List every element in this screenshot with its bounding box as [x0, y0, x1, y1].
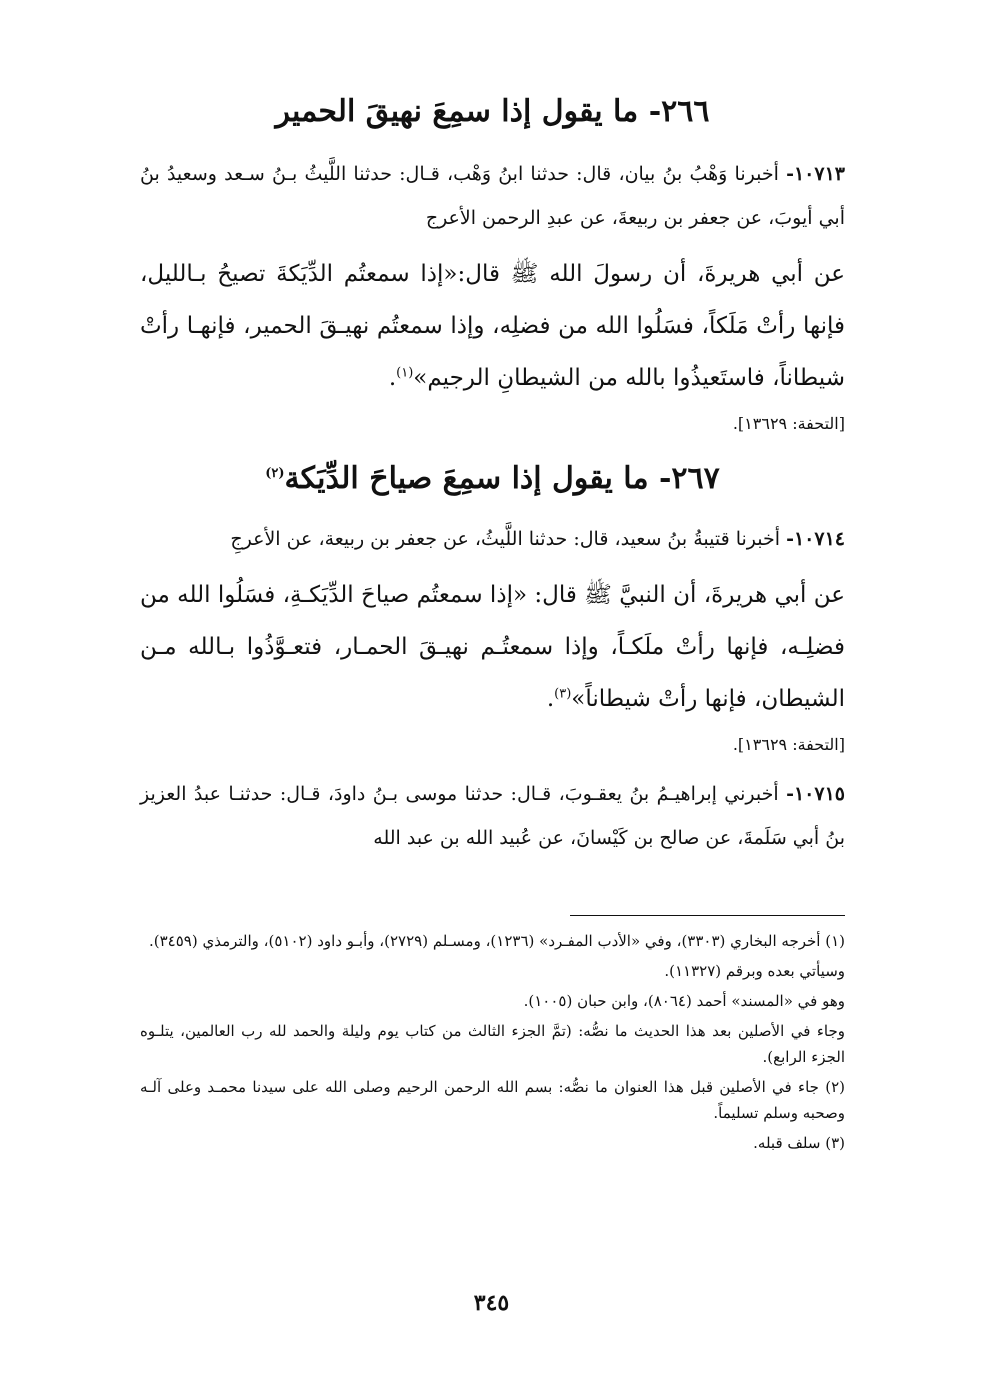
- footnote-divider: [570, 915, 845, 916]
- section-heading-266: ٢٦٦- ما يقول إذا سمِعَ نهيقَ الحمير: [275, 94, 710, 129]
- page-body: [140, 88, 845, 860]
- footnotes: [140, 928, 845, 1160]
- footnote-marker: (٣): [554, 686, 572, 702]
- footnote-marker: (٢): [265, 466, 285, 481]
- hadith-number: ١٠٧١٣-: [786, 163, 845, 185]
- footnote: وسيأتي بعده وبرقم (١١٣٢٧).: [664, 962, 845, 980]
- section-heading-267: ٢٦٧- ما يقول إذا سمِعَ صياحَ الدِّيَكة$^{(٢)}$: [265, 461, 720, 496]
- hadith-10714-text: عن أبي هريرةَ، أن النبيَّ ﷺ قال: «إذا سمعتُم صياحَ الدِّيَكـةِ، فسَلُوا الله من فضلِـه، فإنها رأتْ ملَكـاً، وإذا سمعتُـم نهيـقَ الحمـار، فتعـوَّذُوا بـالله مـن الشيطان، فإنها رأتْ شيطاناً»$^{(٣)}$.: [140, 582, 845, 712]
- hadith-10715-chain: ١٠٧١٥- أخبرني إبراهيـمُ بنُ يعقـوبَ، قـال: حدثنا موسى بـنُ داودَ، قـال: حدثنـا عبدُ العزيز بنُ أبي سَلَمةَ، عن صالح بن كَيْسانَ، عن عُبيد الله بن عبد الله: [140, 783, 845, 849]
- footnote: وجاء في الأصلين بعد هذا الحديث ما نصُّه: (تمَّ الجزء الثالث من كتاب يوم وليلة والحمد لله رب العالمين، يتلـوه الجزء الرابع).: [140, 1022, 845, 1066]
- hadith-10713-chain: ١٠٧١٣- أخبرنا وَهْبُ بنُ بيان، قال: حدثنا ابنُ وَهْب، قـال: حدثنا اللَّيثُ بـنُ سـعد وسعيدُ بنُ أبي أيوبَ، عن جعفر بن ربيعةَ، عن عبدِ الرحمن الأعرج: [140, 163, 845, 229]
- footnote: وهو في «المسند» أحمد (٨٠٦٤)، وابن حبان (١٠٠٥).: [523, 992, 845, 1010]
- hadith-10714-chain: ١٠٧١٤- أخبرنا قتيبةُ بنُ سعيد، قال: حدثنا اللَّيثُ، عن جعفر بن ربيعة، عن الأعرجِ: [230, 528, 845, 550]
- hadith-number: ١٠٧١٤-: [786, 528, 845, 550]
- footnote: (٢) جاء في الأصلين قبل هذا العنوان ما نصُّه: بسم الله الرحمن الرحيم وصلى الله على سيدنا محمـد وعلى آلـه وصحبه وسلم تسليماً.: [140, 1078, 845, 1122]
- tuhfa-reference: [التحفة: ١٣٦٢٩].: [732, 414, 845, 433]
- footnote: (٣) سلف قبله.: [753, 1134, 845, 1152]
- tuhfa-reference: [التحفة: ١٣٦٢٩].: [732, 735, 845, 754]
- page-number: ٣٤٥: [473, 1290, 510, 1316]
- hadith-10713-text: عن أبي هريرةَ، أن رسولَ الله ﷺ قال:«إذا سمعتُم الدِّيَكةَ تصيحُ بـالليل، فإنها رأتْ مَلَكاً، فسَلُوا الله من فضلِه، وإذا سمعتُم نهيـقَ الحمير، فإنهـا رأتْ شيطاناً، فاستَعيذُوا بالله من الشيطانِ الرجيم»$^{(١)}$.: [140, 261, 845, 391]
- footnote: (١) أخرجه البخاري (٣٣٠٣)، وفي «الأدب المفـرد» (١٢٣٦)، ومسـلم (٢٧٢٩)، وأبـو داود (٥١٠٢)، والترمذي (٣٤٥٩).: [149, 932, 845, 950]
- footnote-marker: (١): [396, 365, 414, 381]
- hadith-number: ١٠٧١٥-: [786, 783, 845, 805]
